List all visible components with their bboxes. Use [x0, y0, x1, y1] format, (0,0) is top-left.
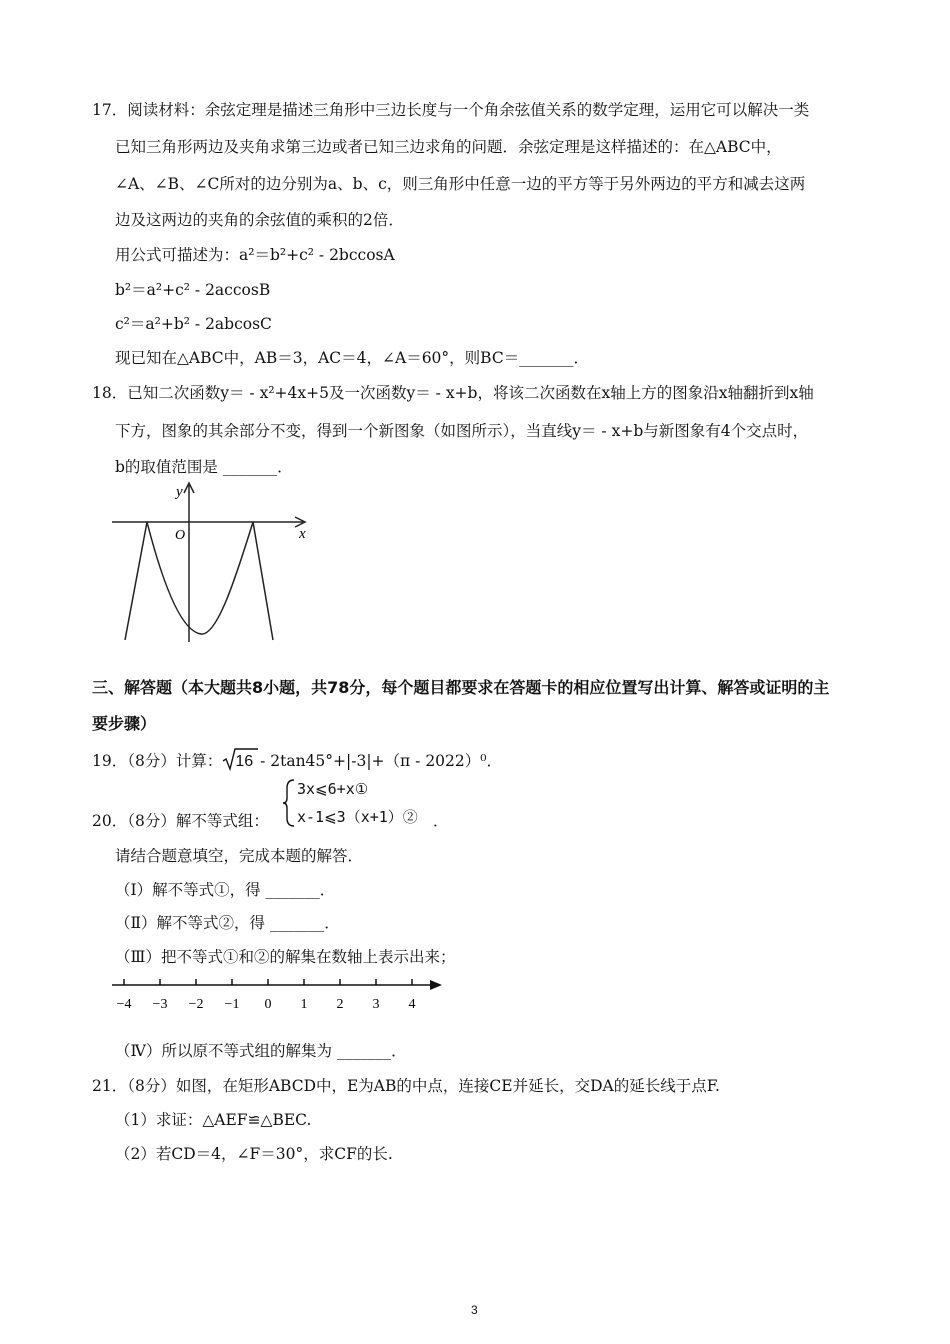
q17-line3: ∠A、∠B、∠C所对的边分别为a、b、c，则三角形中任意一边的平方等于另外两边的平方和减去这两 — [115, 175, 806, 193]
q18-graph — [105, 480, 320, 645]
x-axis-label: x — [299, 526, 306, 542]
q17-line4: 边及这两边的夹角的余弦值的乘积的2倍． — [115, 211, 404, 229]
q20-step2: （Ⅱ）解不等式②，得 _______． — [115, 914, 340, 932]
q20-intro: 请结合题意填空，完成本题的解答． — [115, 847, 364, 865]
q18-line2: 下方，图象的其余部分不变，得到一个新图象（如图所示），当直线y＝ - x+b与新图象有4个交点时， — [115, 422, 809, 440]
number-line-label: −4 — [116, 997, 132, 1012]
q18-line1: 18．已知二次函数y＝ - x²+4x+5及一次函数y＝ - x+b，将该二次函数在x轴上方的图象沿x轴翻折到x轴 — [92, 384, 814, 402]
q19-line — [92, 751, 502, 772]
number-line-label: −2 — [188, 997, 204, 1012]
page-number: 3 — [471, 1303, 478, 1317]
q20-inequality-2: x-1⩽3（x+1）② — [297, 808, 418, 826]
q17-formula-a: 用公式可描述为：a²＝b²+c² - 2bccosA — [115, 246, 395, 264]
q20-period: ． — [433, 812, 449, 830]
q17-formula-b: b²＝a²+c² - 2accosB — [115, 281, 271, 299]
number-line — [108, 974, 453, 1016]
q18-line3: b的取值范围是 _______． — [115, 458, 293, 476]
number-line-label: 1 — [300, 997, 308, 1012]
section3-heading-cont: 要步骤） — [92, 714, 157, 733]
q21-line1: 21．（8分）如图，在矩形ABCD中，E为AB的中点，连接CE并延长，交DA的延长线于点F. — [92, 1077, 720, 1095]
q21-part1: （1）求证：△AEF≌△BEC. — [115, 1111, 312, 1129]
number-line-label: −3 — [152, 997, 168, 1012]
sqrt-sign-icon — [222, 747, 258, 773]
q19-prefix: 19．（8分）计算： — [92, 752, 223, 770]
sqrt-expression — [222, 751, 253, 772]
number-line-arrow-icon — [430, 980, 442, 990]
sqrt-radicand: 16 — [235, 753, 254, 770]
number-line-label: 0 — [264, 997, 272, 1012]
origin-label: O — [175, 528, 186, 543]
number-line-label: −1 — [224, 997, 240, 1012]
number-line-label: 3 — [372, 997, 380, 1012]
number-line-label: 4 — [408, 997, 416, 1012]
q17-line1: 17．阅读材料：余弦定理是描述三角形中三边长度与一个角余弦值关系的数学定理，运用它可以解决一类 — [92, 101, 810, 119]
q17-formula-c: c²＝a²+b² - 2abcosC — [115, 315, 272, 333]
q17-question: 现已知在△ABC中，AB＝3，AC＝4，∠A＝60°，则BC＝_______． — [115, 349, 589, 367]
brace-icon — [282, 778, 296, 828]
q20-inequality-1: 3x⩽6+x① — [297, 780, 369, 798]
q20-prefix: 20．（8分）解不等式组： — [92, 812, 269, 830]
q17-line2: 已知三角形两边及夹角求第三边或者已知三边求角的问题．余弦定理是这样描述的：在△ABC中， — [115, 138, 782, 156]
number-line-label: 2 — [336, 997, 344, 1012]
y-axis-label: y — [176, 484, 183, 500]
section3-heading: 三、解答题（本大题共8小题，共78分，每个题目都要求在答题卡的相应位置写出计算、解答或证明的主 — [92, 678, 830, 697]
q20-step3: （Ⅲ）把不等式①和②的解集在数轴上表示出来； — [115, 948, 456, 966]
q19-rest: - 2tan45°+|-3|+（π - 2022）⁰． — [255, 752, 502, 770]
q21-part2: （2）若CD＝4，∠F＝30°，求CF的长. — [115, 1145, 393, 1163]
q20-step4: （Ⅳ）所以原不等式组的解集为 _______． — [115, 1042, 407, 1060]
q20-step1: （Ⅰ）解不等式①，得 _______． — [115, 881, 336, 899]
new-graph-curve — [125, 522, 273, 640]
